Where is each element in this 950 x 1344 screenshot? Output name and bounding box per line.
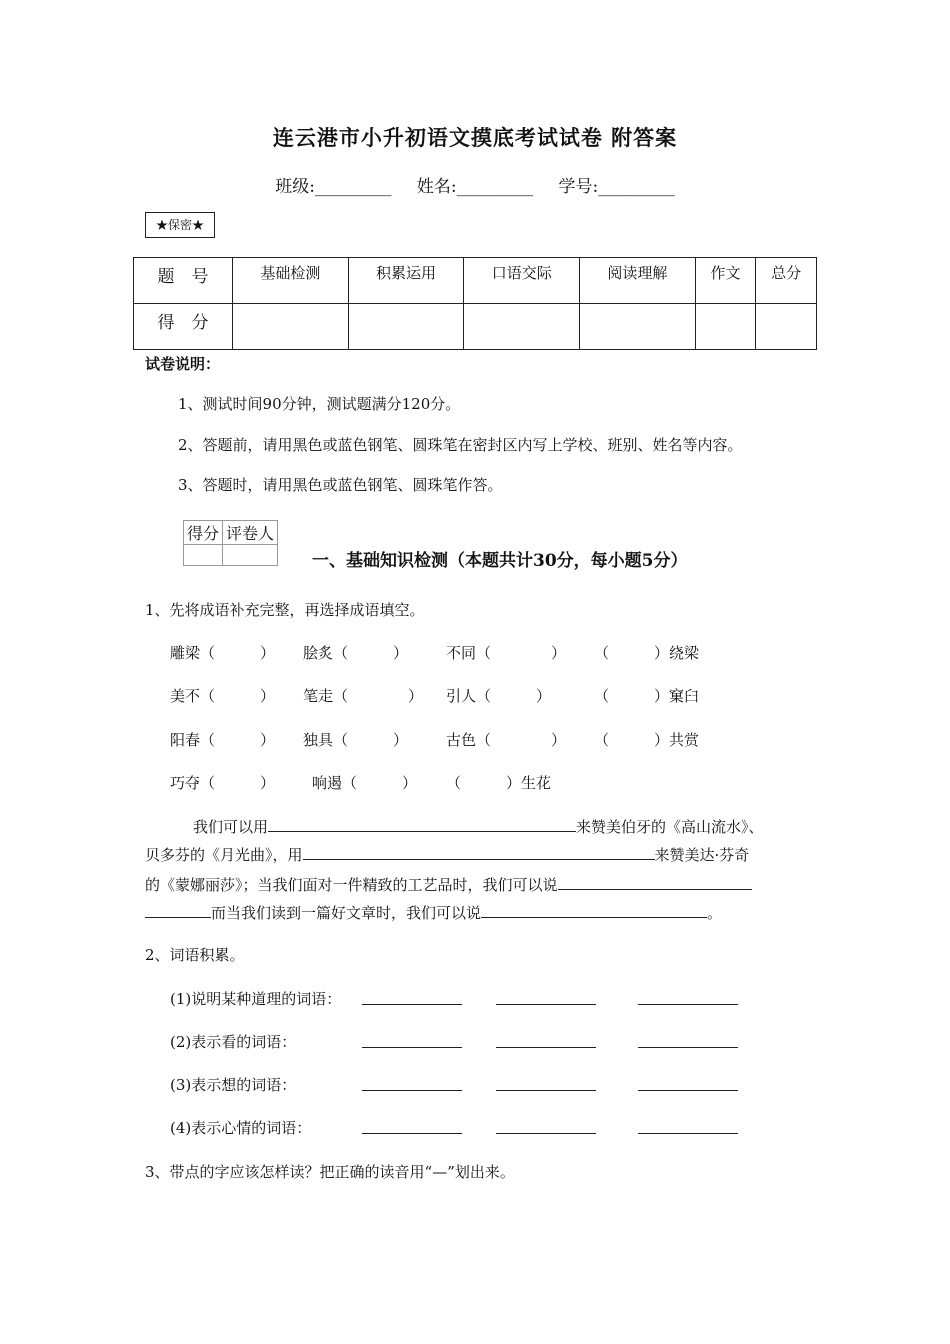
idiom-blank[interactable]: 古色（ ） bbox=[446, 731, 567, 749]
answer-blank[interactable] bbox=[362, 1074, 462, 1091]
idiom-blank[interactable]: 笔走（ ） bbox=[303, 687, 424, 705]
vocab-item-label: (4)表示心情的词语： bbox=[170, 1119, 312, 1137]
idiom-blank[interactable]: （ ）绕梁 bbox=[594, 644, 700, 662]
score-cell[interactable] bbox=[348, 304, 464, 350]
answer-blank[interactable] bbox=[145, 901, 211, 918]
score-row-label: 得 分 bbox=[134, 304, 233, 350]
score-header-cell: 基础检测 bbox=[233, 258, 349, 304]
name-field[interactable]: 姓名:_________ bbox=[416, 177, 534, 197]
instruction-item: 3、答题时，请用黑色或蓝色钢笔、圆珠笔作答。 bbox=[178, 476, 503, 494]
score-table bbox=[133, 257, 817, 350]
idiom-blank[interactable]: （ ）窠臼 bbox=[594, 687, 700, 705]
idiom-blank[interactable]: 不同（ ） bbox=[446, 644, 567, 662]
answer-blank[interactable] bbox=[303, 843, 655, 860]
answer-blank[interactable] bbox=[638, 988, 738, 1005]
page-title: 连云港市小升初语文摸底考试试卷 附答案 bbox=[272, 125, 678, 150]
score-cell[interactable] bbox=[233, 304, 349, 350]
instruction-item: 2、答题前，请用黑色或蓝色钢笔、圆珠笔在密封区内写上学校、班别、姓名等内容。 bbox=[178, 436, 743, 454]
score-header-cell: 口语交际 bbox=[464, 258, 580, 304]
idiom-blank[interactable]: （ ）共赏 bbox=[594, 731, 700, 749]
grader-reviewer-label: 评卷人 bbox=[223, 521, 278, 545]
idiom-blank[interactable]: 独具（ ） bbox=[303, 731, 409, 749]
idiom-blank[interactable]: （ ）生花 bbox=[446, 774, 552, 792]
score-header-cell: 作文 bbox=[695, 258, 756, 304]
idiom-blank[interactable]: 阳春（ ） bbox=[170, 731, 276, 749]
fill-line: 贝多芬的《月光曲》，用 来赞美达·芬奇 bbox=[145, 843, 749, 865]
score-cell[interactable] bbox=[580, 304, 696, 350]
idiom-blank[interactable]: 脍炙（ ） bbox=[303, 644, 409, 662]
score-cell[interactable] bbox=[464, 304, 580, 350]
score-cell[interactable] bbox=[756, 304, 817, 350]
answer-blank[interactable] bbox=[558, 873, 752, 890]
answer-blank[interactable] bbox=[496, 1031, 596, 1048]
question-3-prompt: 3、带点的字应该怎样读？把正确的读音用“—”划出来。 bbox=[145, 1163, 515, 1181]
instruction-item: 1、测试时间90分钟，测试题满分120分。 bbox=[178, 395, 461, 413]
answer-blank[interactable] bbox=[496, 988, 596, 1005]
idiom-blank[interactable]: 引人（ ） bbox=[446, 687, 552, 705]
student-id-field[interactable]: 学号:_________ bbox=[558, 177, 675, 197]
section-title: 一、基础知识检测（本题共计30分，每小题5分） bbox=[312, 551, 688, 571]
vocab-item-label: (2)表示看的词语： bbox=[170, 1033, 297, 1051]
idiom-blank[interactable]: 美不（ ） bbox=[170, 687, 276, 705]
question-2-prompt: 2、词语积累。 bbox=[145, 946, 245, 964]
vocab-item-label: (3)表示想的词语： bbox=[170, 1076, 297, 1094]
score-header-cell: 阅读理解 bbox=[580, 258, 696, 304]
answer-blank[interactable] bbox=[362, 1031, 462, 1048]
grader-score-cell[interactable] bbox=[184, 545, 223, 566]
instructions-heading: 试卷说明： bbox=[145, 355, 221, 373]
answer-blank[interactable] bbox=[268, 815, 576, 832]
answer-blank[interactable] bbox=[481, 901, 707, 918]
vocab-item-label: (1)说明某种道理的词语： bbox=[170, 990, 342, 1008]
answer-blank[interactable] bbox=[362, 1117, 462, 1134]
grader-score-label: 得分 bbox=[184, 521, 223, 545]
fill-line: 的《蒙娜丽莎》；当我们面对一件精致的工艺品时，我们可以说 bbox=[145, 873, 752, 895]
fill-line: 我们可以用 来赞美伯牙的《高山流水》、 bbox=[193, 815, 764, 837]
idiom-blank[interactable]: 巧夺（ ） bbox=[170, 774, 276, 792]
class-field[interactable]: 班级:_________ bbox=[275, 177, 392, 197]
grader-reviewer-cell[interactable] bbox=[223, 545, 278, 566]
score-cell[interactable] bbox=[695, 304, 756, 350]
score-header-cell: 题 号 bbox=[134, 258, 233, 304]
question-1-prompt: 1、先将成语补充完整，再选择成语填空。 bbox=[145, 601, 425, 619]
fill-line: 而当我们读到一篇好文章时，我们可以说 。 bbox=[145, 901, 722, 923]
student-info-fields bbox=[0, 172, 950, 197]
answer-blank[interactable] bbox=[638, 1074, 738, 1091]
answer-blank[interactable] bbox=[638, 1117, 738, 1134]
answer-blank[interactable] bbox=[496, 1074, 596, 1091]
answer-blank[interactable] bbox=[362, 988, 462, 1005]
idiom-blank[interactable]: 雕梁（ ） bbox=[170, 644, 276, 662]
score-header-cell: 总分 bbox=[756, 258, 817, 304]
score-header-cell: 积累运用 bbox=[348, 258, 464, 304]
confidential-badge: ★保密★ bbox=[145, 212, 215, 238]
idiom-blank[interactable]: 响遏（ ） bbox=[312, 774, 418, 792]
answer-blank[interactable] bbox=[638, 1031, 738, 1048]
answer-blank[interactable] bbox=[496, 1117, 596, 1134]
grader-box bbox=[183, 520, 278, 566]
